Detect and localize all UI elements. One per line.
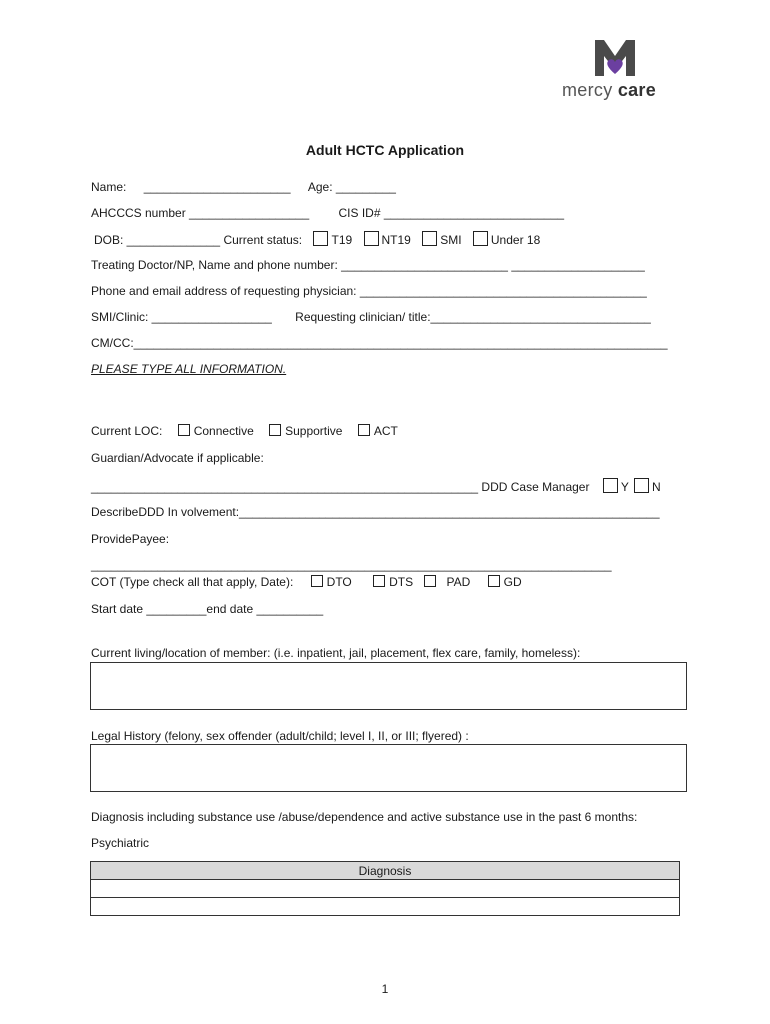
legal-textbox[interactable]: [90, 744, 687, 792]
requesting-clinician-field[interactable]: Requesting clinician/ title:_________________________________: [295, 310, 651, 324]
page-number: 1: [381, 982, 389, 996]
diagnosis-table-header: Diagnosis: [91, 862, 680, 880]
name-label: Name:: [91, 180, 127, 194]
connective-label: Connective: [193, 424, 254, 438]
smi-checkbox[interactable]: [422, 231, 437, 246]
clinic-row: [91, 310, 651, 324]
name-row: [91, 180, 396, 194]
type-all-notice: PLEASE TYPE ALL INFORMATION.: [91, 362, 287, 376]
gd-checkbox[interactable]: [488, 575, 500, 587]
logo-wordmark: mercy care: [562, 80, 657, 100]
dob-status-row: [94, 231, 540, 247]
cot-label: COT (Type check all that apply, Date):: [91, 575, 294, 589]
connective-checkbox[interactable]: [178, 424, 190, 436]
ddd-yes-label: Y: [620, 480, 629, 494]
cm-cc-field[interactable]: CM/CC:________________________________________________________________________________: [91, 336, 668, 350]
under18-checkbox[interactable]: [473, 231, 488, 246]
nt19-label: NT19: [381, 233, 411, 247]
act-checkbox[interactable]: [358, 424, 370, 436]
act-label: ACT: [373, 424, 398, 438]
loc-row: [91, 424, 398, 438]
cot-row: [91, 575, 522, 589]
living-label: Current living/location of member: (i.e. inpatient, jail, placement, flex care, family, homeless):: [91, 646, 581, 660]
pad-checkbox[interactable]: [424, 575, 436, 587]
supportive-label: Supportive: [285, 424, 343, 438]
payee-label: ProvidePayee:: [91, 532, 170, 546]
ahcccs-row: [91, 206, 564, 220]
diagnosis-table-row[interactable]: [91, 880, 680, 898]
dto-label: DTO: [326, 575, 352, 589]
age-field[interactable]: Age: _________: [307, 180, 396, 194]
date-range-field[interactable]: Start date _________end date __________: [91, 602, 324, 616]
diagnosis-table: [90, 861, 680, 916]
t19-label: T19: [331, 233, 353, 247]
diagnosis-table-row[interactable]: [91, 898, 680, 916]
phone-email-field[interactable]: Phone and email address of requesting physician: ___________________________________________: [91, 284, 647, 298]
page-title: Adult HCTC Application: [305, 142, 465, 158]
guardian-row: [91, 478, 661, 494]
loc-label: Current LOC:: [91, 424, 163, 438]
supportive-checkbox[interactable]: [269, 424, 281, 436]
living-textbox[interactable]: [90, 662, 687, 710]
ddd-no-label: N: [651, 480, 661, 494]
guardian-field[interactable]: __________________________________________________________ DDD Case Manager: [91, 480, 590, 494]
smi-clinic-field[interactable]: SMI/Clinic: __________________: [91, 310, 272, 324]
pad-label: PAD: [446, 575, 471, 589]
dto-checkbox[interactable]: [311, 575, 323, 587]
t19-checkbox[interactable]: [313, 231, 328, 246]
payee-field[interactable]: ______________________________________________________________________________: [91, 558, 612, 572]
ddd-yes-checkbox[interactable]: [603, 478, 618, 493]
diagnosis-label: Diagnosis including substance use /abuse/dependence and active substance use in the past 6 months:: [91, 810, 638, 824]
name-field[interactable]: ______________________: [143, 180, 291, 194]
dts-checkbox[interactable]: [373, 575, 385, 587]
gd-label: GD: [503, 575, 522, 589]
ddd-no-checkbox[interactable]: [634, 478, 649, 493]
smi-label: SMI: [440, 233, 462, 247]
treating-doctor-field[interactable]: Treating Doctor/NP, Name and phone number: _________________________ ____________________: [91, 258, 645, 272]
dob-field[interactable]: DOB: ______________ Current status:: [94, 233, 303, 247]
ahcccs-field[interactable]: AHCCCS number __________________: [91, 206, 310, 220]
psychiatric-label: Psychiatric: [91, 836, 150, 850]
guardian-label: Guardian/Advocate if applicable:: [91, 451, 264, 465]
nt19-checkbox[interactable]: [364, 231, 379, 246]
under18-label: Under 18: [490, 233, 541, 247]
legal-label: Legal History (felony, sex offender (adult/child; level I, II, or III; flyered) :: [91, 729, 469, 743]
ddd-involvement-field[interactable]: DescribeDDD In volvement:_______________________________________________________________: [91, 505, 660, 519]
dts-label: DTS: [389, 575, 414, 589]
cis-field[interactable]: CIS ID# ___________________________: [338, 206, 565, 220]
